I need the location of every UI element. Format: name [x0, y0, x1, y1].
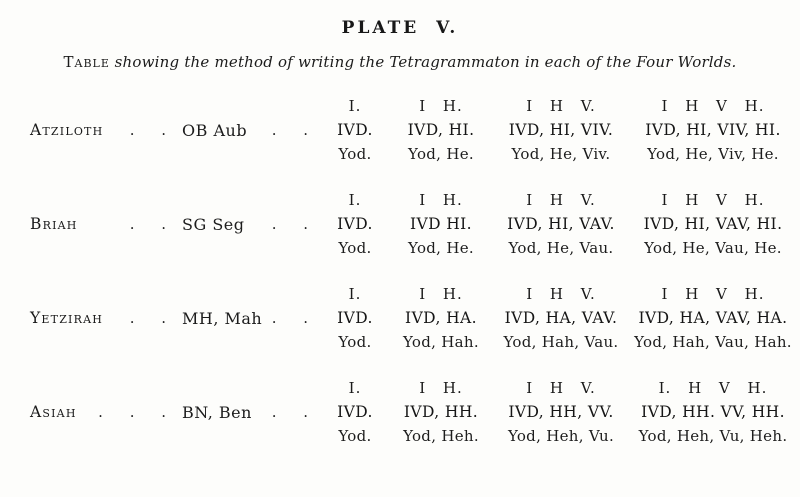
pronunciation-line: Yod, He, Viv, He. — [647, 145, 779, 163]
world-name: Atziloth — [30, 121, 104, 139]
transliteration-line: IVD, HH. VV, HH. — [641, 403, 785, 421]
world-code-cell — [180, 282, 318, 354]
tetragrammaton-2-letters — [392, 282, 490, 354]
world-code-cell — [180, 94, 318, 166]
world-name-cell — [30, 376, 180, 448]
letters-line: I H V. — [526, 285, 596, 303]
pronunciation-line: Yod, Hah, Vau, Hah. — [634, 333, 792, 351]
letters-line: I. — [348, 191, 362, 209]
world-name-cell — [30, 188, 180, 260]
world-name-cell — [30, 94, 180, 166]
tetragrammaton-1-letter — [318, 188, 392, 260]
letters-line: I H. — [419, 191, 463, 209]
transliteration-line: IVD. — [337, 309, 373, 327]
pronunciation-line: Yod. — [338, 145, 372, 163]
table-caption — [0, 53, 800, 71]
letters-line: I. — [348, 97, 362, 115]
world-code: MH, Mah — [182, 308, 263, 328]
transliteration-line: IVD, HI, VAV. — [507, 215, 615, 233]
tetragrammaton-1-letter — [318, 282, 392, 354]
transliteration-line: IVD, HI, VIV, HI. — [645, 121, 781, 139]
pronunciation-line: Yod, He. — [408, 239, 474, 257]
pronunciation-line: Yod, He. — [408, 145, 474, 163]
pronunciation-line: Yod. — [338, 333, 372, 351]
transliteration-line: IVD. — [337, 403, 373, 421]
letters-line: I. — [348, 379, 362, 397]
world-code: SG Seg — [182, 214, 245, 234]
tetragrammaton-4-letters — [632, 282, 794, 354]
world-name: Briah — [30, 215, 78, 233]
leader-dots: . . — [129, 215, 166, 233]
tetragrammaton-2-letters — [392, 188, 490, 260]
tetragrammaton-3-letters — [490, 188, 632, 260]
transliteration-line: IVD, HH. — [403, 403, 479, 421]
pronunciation-line: Yod, He, Vau. — [508, 239, 614, 257]
leader-dots: . . — [129, 121, 166, 139]
tetragrammaton-4-letters — [632, 376, 794, 448]
transliteration-line: IVD. — [337, 215, 373, 233]
leader-dots: . . . — [98, 403, 166, 421]
tetragrammaton-4-letters — [632, 94, 794, 166]
table-row-yetzirah — [30, 282, 800, 354]
world-code-cell — [180, 376, 318, 448]
transliteration-line: IVD, HA. — [405, 309, 477, 327]
transliteration-line: IVD HI. — [409, 215, 473, 233]
leader-dots: . . — [271, 309, 308, 327]
pronunciation-line: Yod, Heh, Vu, Heh. — [638, 427, 788, 445]
table-row-atziloth — [30, 94, 800, 166]
letters-line: I H V. — [526, 97, 596, 115]
world-code-cell — [180, 188, 318, 260]
tetragrammaton-3-letters — [490, 94, 632, 166]
caption-text: showing the method of writing the Tetragrammaton in each of the Four Worlds. — [114, 53, 737, 71]
transliteration-line: IVD, HA, VAV, HA. — [638, 309, 788, 327]
letters-line: I H V. — [526, 191, 596, 209]
tetragrammaton-3-letters — [490, 376, 632, 448]
world-name-cell — [30, 282, 180, 354]
leader-dots: . . — [271, 121, 308, 139]
pronunciation-line: Yod, Hah, Vau. — [503, 333, 619, 351]
leader-dots: . . — [129, 309, 166, 327]
letters-line: I H V H. — [661, 97, 765, 115]
world-code: OB Aub — [182, 120, 248, 140]
pronunciation-line: Yod, Hah. — [403, 333, 479, 351]
tetragrammaton-1-letter — [318, 94, 392, 166]
letters-line: I H V. — [526, 379, 596, 397]
pronunciation-line: Yod. — [338, 427, 372, 445]
leader-dots: . . — [271, 215, 308, 233]
letters-line: I H V H. — [661, 285, 765, 303]
letters-line: I. H V H. — [658, 379, 768, 397]
transliteration-line: IVD, HH, VV. — [508, 403, 614, 421]
letters-line: I H. — [419, 379, 463, 397]
transliteration-line: IVD, HI, VAV, HI. — [643, 215, 783, 233]
world-code: BN, Ben — [182, 402, 252, 422]
letters-line: I H. — [419, 285, 463, 303]
pronunciation-line: Yod, He, Viv. — [511, 145, 611, 163]
tetragrammaton-table — [0, 94, 800, 448]
caption-lead-word: Table — [63, 53, 110, 71]
transliteration-line: IVD, HA, VAV. — [504, 309, 618, 327]
leader-dots: . . — [271, 403, 308, 421]
transliteration-line: IVD. — [337, 121, 373, 139]
tetragrammaton-4-letters — [632, 188, 794, 260]
table-row-asiah — [30, 376, 800, 448]
plate-title: PLATE V. — [341, 18, 459, 38]
tetragrammaton-2-letters — [392, 94, 490, 166]
tetragrammaton-1-letter — [318, 376, 392, 448]
pronunciation-line: Yod, He, Vau, He. — [644, 239, 782, 257]
pronunciation-line: Yod, Heh. — [403, 427, 479, 445]
transliteration-line: IVD, HI. — [407, 121, 475, 139]
world-name: Yetzirah — [30, 309, 104, 327]
pronunciation-line: Yod. — [338, 239, 372, 257]
letters-line: I. — [348, 285, 362, 303]
pronunciation-line: Yod, Heh, Vu. — [507, 427, 615, 445]
table-row-briah — [30, 188, 800, 260]
letters-line: I H V H. — [661, 191, 765, 209]
letters-line: I H. — [419, 97, 463, 115]
transliteration-line: IVD, HI, VIV. — [508, 121, 614, 139]
tetragrammaton-2-letters — [392, 376, 490, 448]
world-name: Asiah — [30, 403, 77, 421]
tetragrammaton-3-letters — [490, 282, 632, 354]
